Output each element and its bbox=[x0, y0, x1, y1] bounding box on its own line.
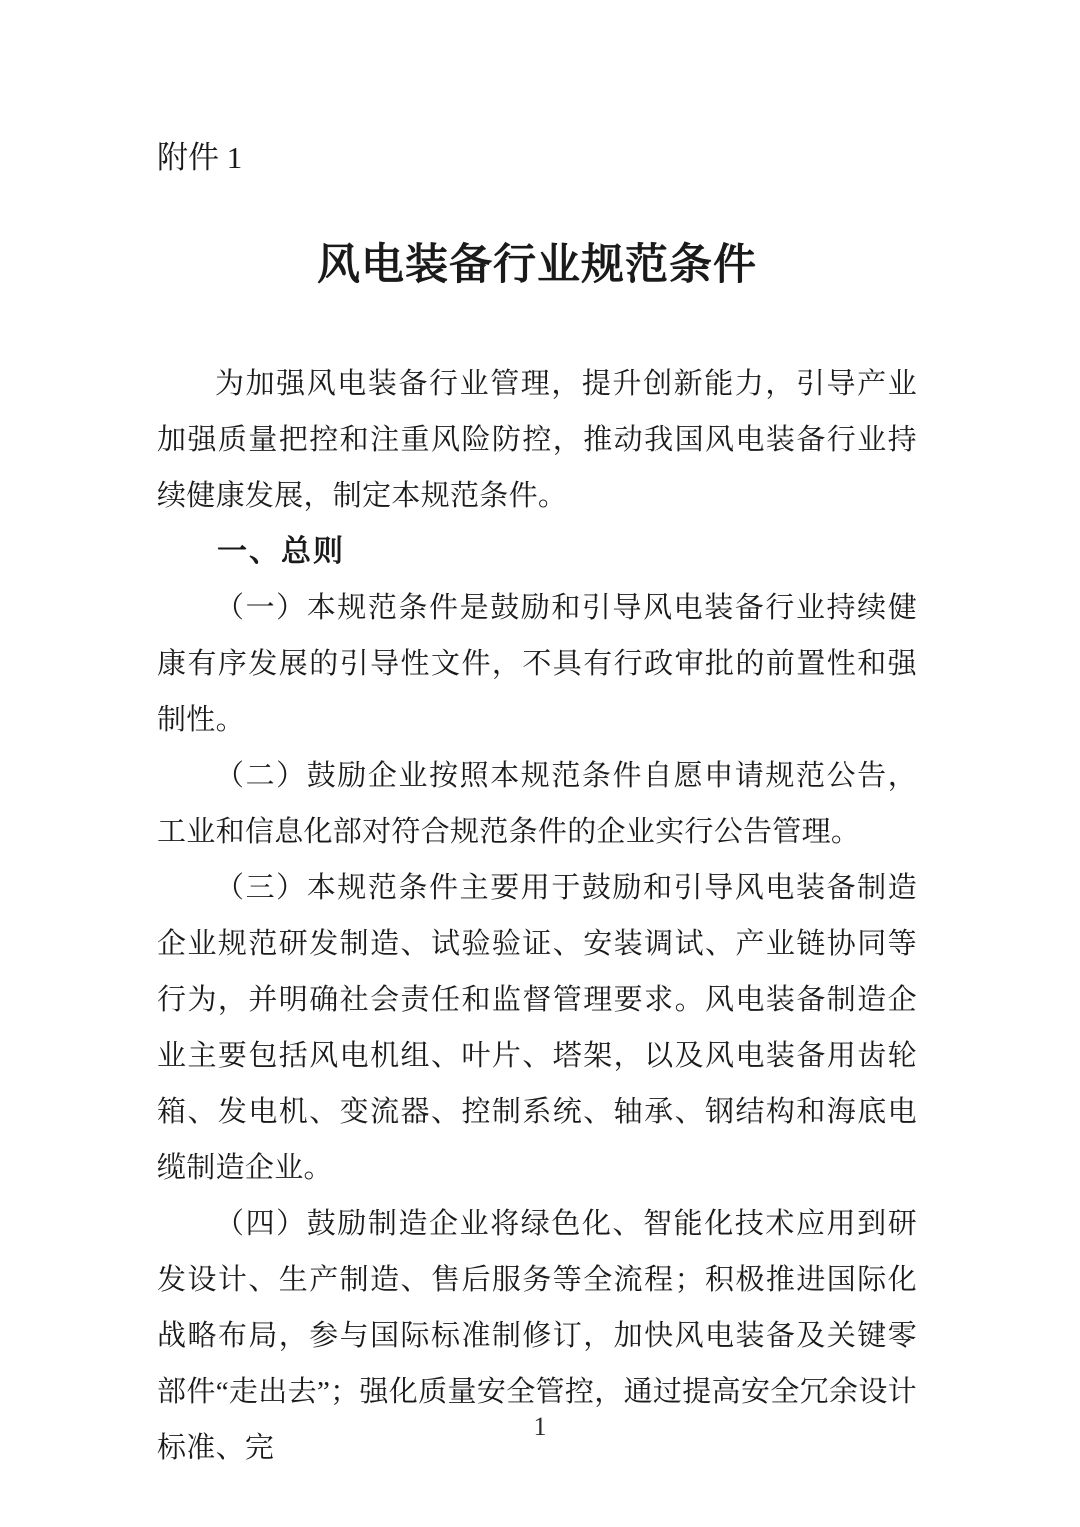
document-title: 风电装备行业规范条件 bbox=[317, 242, 757, 289]
paragraph-item-3: （三）本规范条件主要用于鼓励和引导风电装备制造企业规范研发制造、试验验证、安装调试、产业链协同等行为，并明确社会责任和监督管理要求。风电装备制造企业主要包括风电机组、叶片、塔架，以及风电装备用齿轮箱、发电机、变流器、控制系统、轴承、钢结构和海底电缆制造企业。 bbox=[157, 872, 917, 1184]
paragraph-item-4: （四）鼓励制造企业将绿色化、智能化技术应用到研发设计、生产制造、售后服务等全流程；积极推进国际化战略布局，参与国际标准制修订，加快风电装备及关键零部件“走出去”；强化质量安全管控，通过提高安全冗余设计标准、完 bbox=[157, 1208, 917, 1464]
section-heading-general-rules: 一、总则 bbox=[217, 535, 345, 568]
attachment-label: 附件 1 bbox=[157, 140, 243, 175]
paragraph-item-2: （二）鼓励企业按照本规范条件自愿申请规范公告，工业和信息化部对符合规范条件的企业实行公告管理。 bbox=[157, 760, 917, 848]
intro-paragraph: 为加强风电装备行业管理，提升创新能力，引导产业加强质量把控和注重风险防控，推动我国风电装备行业持续健康发展，制定本规范条件。 bbox=[157, 368, 917, 512]
paragraph-item-1: （一）本规范条件是鼓励和引导风电装备行业持续健康有序发展的引导性文件，不具有行政审批的前置性和强制性。 bbox=[157, 592, 917, 736]
document-content bbox=[157, 0, 917, 1476]
page-number: 1 bbox=[533, 1412, 547, 1441]
